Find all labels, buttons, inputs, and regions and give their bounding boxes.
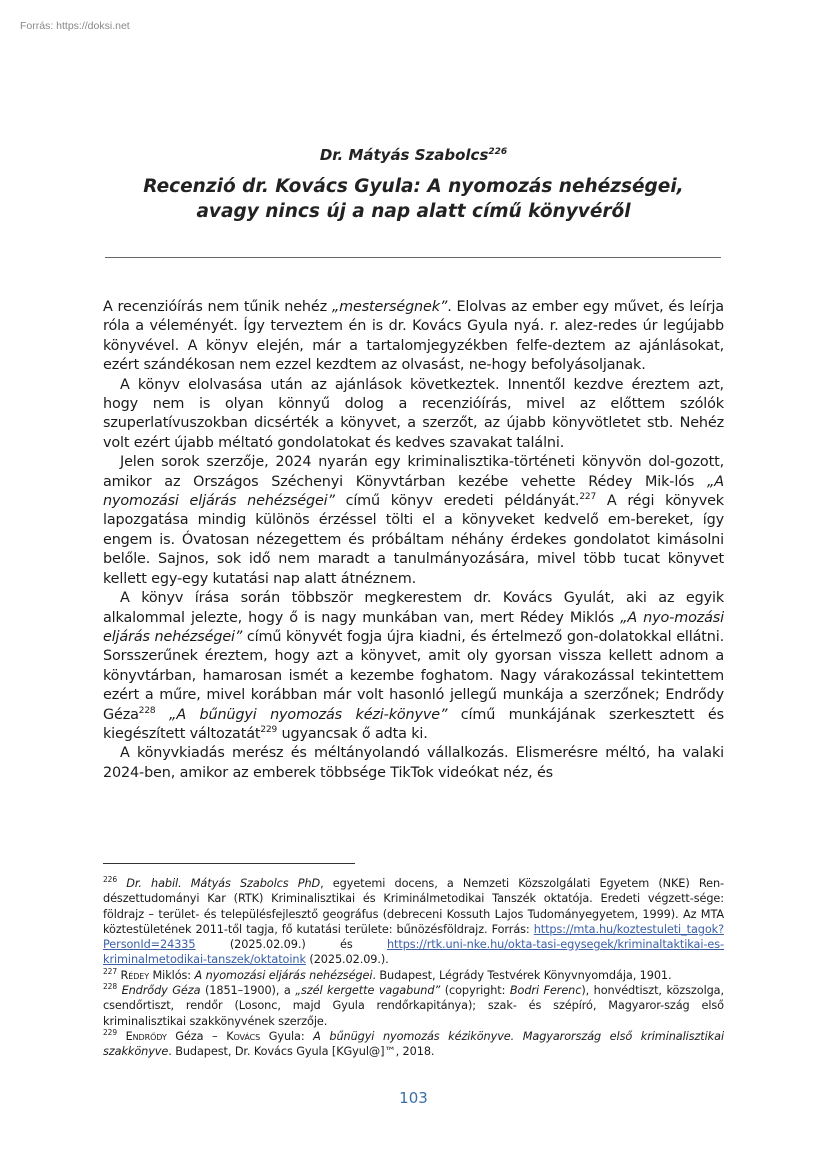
footnote-ref[interactable]: 228 (138, 705, 156, 716)
footnote-number: 226 (103, 875, 118, 885)
footnote-divider (103, 863, 355, 864)
italic-text: „A bűnügyi nyomozás kézi-könyve” (169, 706, 448, 723)
title-divider (105, 257, 721, 258)
text-span: , egyetemi docens, a Nemzeti Közszolgálati Egyetem (NKE) Ren-dészettudományi Kar (RTK) Kriminalisztikai és Kriminálmetodikai Tanszék oktatója. Eredeti végzett-sége: földrajz – terület- és településfejlesztő geográfus (debreceni Kossuth Lajos Tudományegyetem, 1999). Az MTA köztestületének 2011-től tagja, fő kutatási területe: bűnözésföldrajz. Forrás: (103, 877, 724, 936)
text-span: című munkájának szerkesztett és kiegészített változatát (103, 706, 724, 742)
text-span: Gyula: (260, 1029, 314, 1043)
paragraph (103, 589, 724, 744)
italic-text: A bűnügyi nyomozás kézikönyve. Magyarország első kriminalisztikai szakkönyve (103, 1029, 724, 1059)
article-title: Recenzió dr. Kovács Gyula: A nyomozás nehézségei, avagy nincs új a nap alatt című könyvéről (143, 176, 684, 222)
text-span: (copyright: (440, 984, 510, 998)
italic-text: A nyomozási eljárás nehézségei (194, 968, 373, 982)
text-span: . Budapest, Légrády Testvérek Könyvnyomdája, 1901. (372, 968, 672, 982)
source-watermark: Forrás: https://doksi.net (20, 20, 130, 32)
footnote-number: 227 (103, 967, 118, 977)
footnote-link[interactable]: https://mta.hu/koztestuleti_tagok?PersonId=24335 (103, 922, 724, 952)
text-span: A recenzióírás nem tűnik nehéz (103, 299, 332, 315)
paragraph: A könyv elolvasása után az ajánlások következtek. Innentől kezdve éreztem azt, hogy nem is olyan könnyű dolog a recenzióírás, mivel az előttem szólók szuperlatívuszokban dicsérték a könyvet, a szerzőt, az újabb könyvötletet stb. Nehéz volt ezért újabb méltató gondolatokat és kedves szavakat találni. (103, 376, 724, 451)
text-span (156, 707, 170, 723)
text-span: . Elolvas az ember egy művet, és leírja róla a véleményét. Így terveztem én is dr. Kovács Gyula nyá. r. alez-redes úr legújabb könyvével. A könyv elején, már a tartalomjegyzékben felfe-deztem az ajánlásokat, ezért szándékosan nem ezzel kezdtem az olvasást, ne-hogy befolyásoljanak. (103, 299, 724, 374)
italic-text: „szél kergette vagabund” (295, 984, 441, 998)
text-span: című könyvét fogja újra kiadni, és értelmező gon-dolatokkal ellátni. Sorsszerűnek éreztem, hogy azt a könyvet, amit oly gyorsan vissza kellett adnom a könyvtárban, hamarosan ismét a kezembe foghatom. Nagy várakozással tekintettem ezért a műre, mivel korábban már volt hasonló jellegű munkája a szerzőnek; Endrődy Géza (103, 628, 724, 723)
text-span: Géza – (166, 1029, 227, 1043)
article-body (103, 298, 724, 783)
footnote-link[interactable]: https://rtk.uni-nke.hu/okta-tasi-egysegek/kriminaltaktikai-es-kriminalmetodikai-tanszek/oktatoink (103, 938, 724, 967)
text-span: (1851–1900), a (200, 984, 296, 998)
footnote-number: 228 (103, 982, 118, 992)
italic-text: Dr. habil. Mátyás Szabolcs PhD (126, 877, 321, 890)
text-span: ugyancsak ő adta ki. (277, 725, 428, 742)
author-name: Dr. Mátyás Szabolcs$^{226}$ (319, 146, 508, 164)
italic-text: „mesterségnek” (331, 299, 448, 315)
text-span: című könyv eredeti példányát. (334, 493, 580, 510)
italic-text: „A nyomozási eljárás nehézségei” (103, 473, 724, 510)
text-span: . Budapest, Dr. Kovács Gyula [KGyul@]™, 2018. (168, 1045, 435, 1059)
footnote-ref[interactable]: 226 (488, 147, 508, 157)
text-span: Jelen sorok szerzője, 2024 nyarán egy kriminalisztika-történeti könyvön dol-gozott, amikor az Országos Széchenyi Könyvtárban kezébe vehette Rédey Mik-lós (103, 454, 724, 490)
text-span: Endrődy (125, 1029, 167, 1043)
footnotes (103, 876, 724, 1060)
italic-text: „A nyo-mozási eljárás nehézségei” (103, 609, 724, 645)
paragraph: A könyvkiadás merész és méltányolandó vállalkozás. Elismerésre méltó, ha valaki 2024-ben, amikor az emberek többsége TikTok videókat néz, és (103, 745, 724, 781)
paragraph (103, 298, 724, 376)
text-span: Rédey (120, 968, 150, 982)
footnote-228 (103, 983, 724, 1029)
footnote-number: 229 (103, 1028, 118, 1038)
italic-text: Bodri Ferenc (509, 984, 582, 998)
footnote-229 (103, 1029, 724, 1060)
text-span: ), honvédtiszt, közszolga, csendőrtiszt, rendőr (Losonc, majd Gyula rendőrkapitánya); szak- és szépíró, Magyaror-szág első kriminalisztikai szakkönyvének szerzője. (103, 984, 724, 1028)
footnote-226 (103, 876, 724, 968)
page-number: 103 (399, 1089, 428, 1107)
footnote-227 (103, 968, 724, 983)
text-span: Kovács (226, 1029, 261, 1043)
paragraph (103, 453, 724, 589)
footnote-ref[interactable]: 227 (579, 492, 597, 503)
text-span: (2025.02.09.) és (195, 938, 387, 952)
text-span: A régi könyvek lapozgatása mindig különös érzéssel tölti el a könyveket kedvelő em-bereket, így engem is. Óvatosan nézegettem és próbáltam néhány érdekes gondolatot kimásolni belőle. Sajnos, sok idő nem maradt a tanulmányozására, mivel több tucat könyvet kellett egy-egy kutatási nap alatt átnéznem. (103, 493, 724, 587)
footnote-ref[interactable]: 229 (260, 725, 278, 736)
text-span: (2025.02.09.). (305, 953, 389, 967)
italic-text: Endrődy Géza (121, 984, 201, 998)
text-span: Miklós: (149, 968, 195, 982)
text-span: A könyv írása során többször megkerestem dr. Kovács Gyulát, aki az egyik alkalommal jelezte, hogy ő is nagy munkában van, mert Rédey Miklós (103, 590, 724, 626)
